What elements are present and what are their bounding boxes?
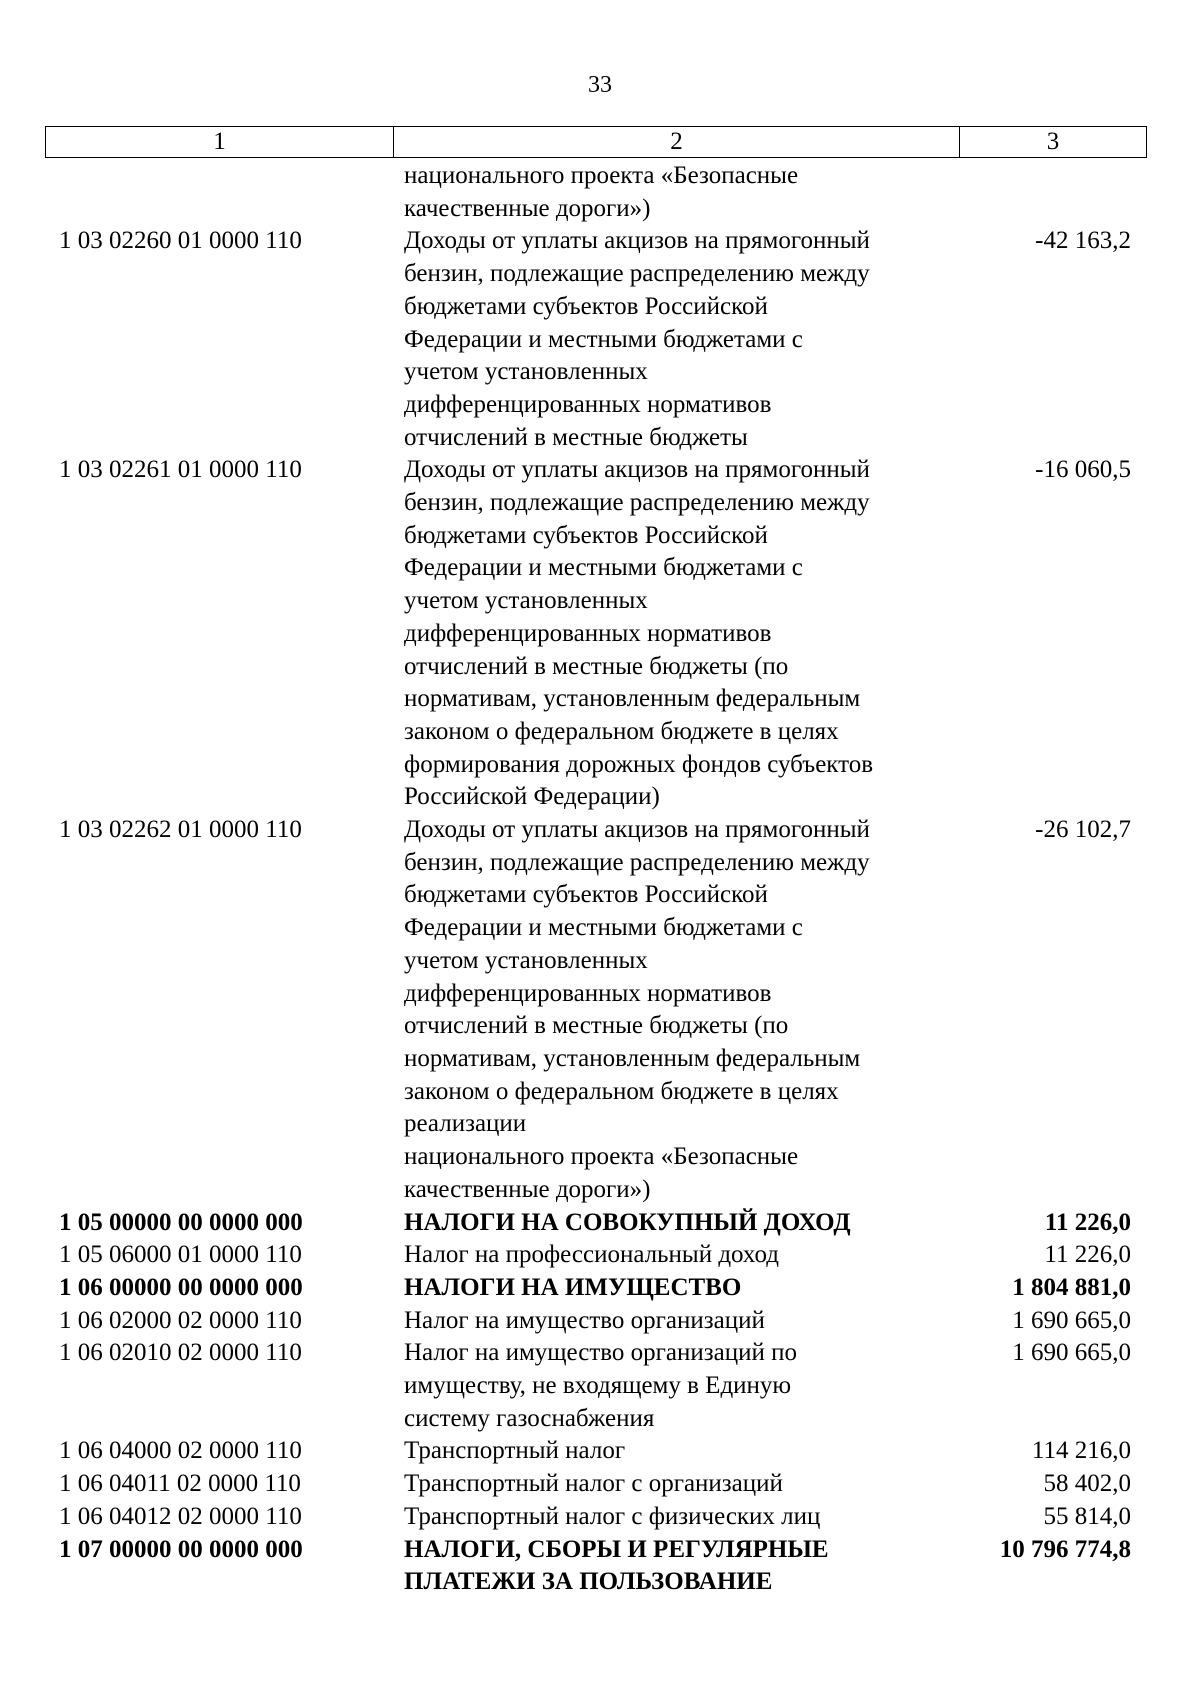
row-amount: 1 690 665,0 xyxy=(1012,1339,1131,1367)
column-header-3: 3 xyxy=(960,127,1147,158)
row-code: 1 06 02000 02 0000 110 xyxy=(59,1306,302,1334)
row-code xyxy=(45,160,392,225)
row-code: 1 03 02262 01 0000 110 xyxy=(59,816,302,844)
table-row xyxy=(45,1501,1143,1534)
row-description: Транспортный налог xyxy=(404,1437,626,1465)
column-header-2: 2 xyxy=(394,127,960,158)
row-code: 1 03 02260 01 0000 110 xyxy=(59,227,302,255)
table-row xyxy=(45,814,1143,1206)
row-code: 1 05 06000 01 0000 110 xyxy=(59,1241,302,1269)
table-row-section-heading xyxy=(45,1207,1143,1240)
row-code: 1 03 02261 01 0000 110 xyxy=(59,456,302,484)
table-row xyxy=(45,225,1143,454)
row-code: 1 06 04012 02 0000 110 xyxy=(59,1502,302,1530)
row-amount: 55 814,0 xyxy=(1043,1502,1131,1530)
table-row xyxy=(45,1337,1143,1435)
row-amount xyxy=(957,160,1143,225)
row-description: Доходы от уплаты акцизов на прямогонный бензин, подлежащие распределению между бюджетами субъектов Российской Федерации и местными бюджетами с учетом установленных дифференцированных нормативов отчислений в местные бюджеты (по нормативам, установленным федеральным законом о федеральном бюджете в целях формирования дорожных фондов субъектов Российской Федерации) xyxy=(404,456,874,811)
table-row xyxy=(45,1468,1143,1501)
table-row xyxy=(45,454,1143,814)
row-code: 1 06 04011 02 0000 110 xyxy=(59,1470,301,1498)
page-number: 33 xyxy=(588,72,612,98)
row-description: НАЛОГИ, СБОРЫ И РЕГУЛЯРНЫЕ ПЛАТЕЖИ ЗА ПОЛЬЗОВАНИЕ xyxy=(404,1535,829,1596)
row-code: 1 05 00000 00 0000 000 xyxy=(59,1208,303,1236)
row-amount: 1 804 881,0 xyxy=(1012,1273,1131,1301)
row-description: НАЛОГИ НА СОВОКУПНЫЙ ДОХОД xyxy=(404,1208,851,1236)
table-row xyxy=(45,1239,1143,1272)
row-amount: 10 796 774,8 xyxy=(999,1535,1131,1563)
row-code: 1 07 00000 00 0000 000 xyxy=(59,1535,303,1563)
row-description: Транспортный налог с организаций xyxy=(404,1470,783,1498)
row-description: Налог на имущество организаций xyxy=(404,1306,765,1334)
row-code: 1 06 04000 02 0000 110 xyxy=(59,1437,302,1465)
row-description: Доходы от уплаты акцизов на прямогонный бензин, подлежащие распределению между бюджетами субъектов Российской Федерации и местными бюджетами с учетом установленных дифференцированных нормативов отчислений в местные бюджеты xyxy=(404,227,870,451)
row-amount: 114 216,0 xyxy=(1031,1437,1131,1465)
column-header-1: 1 xyxy=(46,127,394,158)
column-header-table xyxy=(45,126,1147,158)
row-description: Налог на профессиональный доход xyxy=(404,1241,779,1269)
column-header-row xyxy=(46,127,1147,158)
row-description: Доходы от уплаты акцизов на прямогонный бензин, подлежащие распределению между бюджетами субъектов Российской Федерации и местными бюджетами с учетом установленных дифференцированных нормативов отчислений в местные бюджеты (по нормативам, установленным федеральным законом о федеральном бюджете в целях реализации национального проекта «Безопасные качественные дороги») xyxy=(404,816,870,1203)
row-amount: 11 226,0 xyxy=(1044,1208,1131,1236)
table-row xyxy=(45,1305,1143,1338)
row-code: 1 06 00000 00 0000 000 xyxy=(59,1273,303,1301)
table-row xyxy=(45,1435,1143,1468)
row-description: НАЛОГИ НА ИМУЩЕСТВО xyxy=(404,1273,742,1301)
row-description: Налог на имущество организаций по имуществу, не входящему в Единую систему газоснабжения xyxy=(404,1339,797,1432)
row-description: национального проекта «Безопасные качественные дороги») xyxy=(404,162,799,222)
row-amount: 58 402,0 xyxy=(1043,1470,1131,1498)
row-description: Транспортный налог с физических лиц xyxy=(404,1502,821,1530)
table-body xyxy=(45,160,1143,1599)
table-row-section-heading xyxy=(45,1272,1143,1305)
row-amount: 1 690 665,0 xyxy=(1012,1306,1131,1334)
table-row xyxy=(45,160,1143,225)
table-row-section-heading xyxy=(45,1534,1143,1599)
row-amount: -26 102,7 xyxy=(1035,816,1131,844)
row-amount: -16 060,5 xyxy=(1035,456,1131,484)
row-amount: 11 226,0 xyxy=(1044,1241,1131,1269)
row-code: 1 06 02010 02 0000 110 xyxy=(59,1339,302,1367)
row-amount: -42 163,2 xyxy=(1035,227,1131,255)
